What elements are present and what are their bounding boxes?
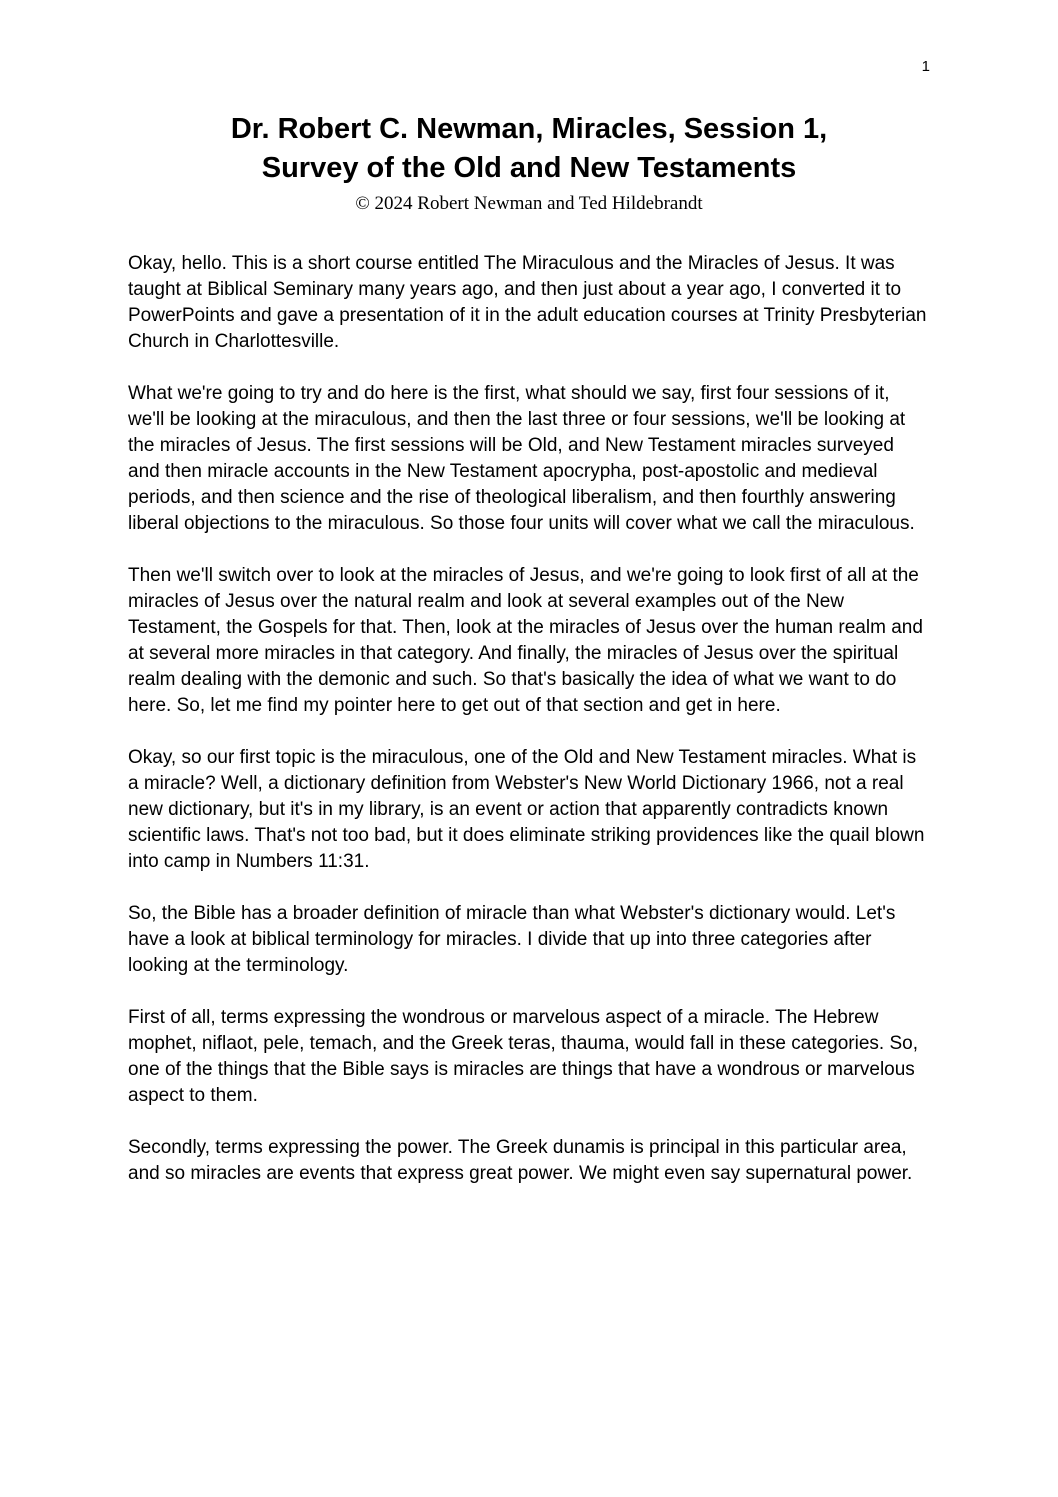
document-body bbox=[128, 251, 930, 1187]
paragraph-course-plan: What we're going to try and do here is the first, what should we say, first four sessions of it, we'll be looking at the miraculous, and then the last three or four sessions, we'll be looking at the miracles of Jesus. The first sessions will be Old, and New Testament miracles surveyed and then miracle accounts in the New Testament apocrypha, post-apostolic and medieval periods, and then science and the rise of theological liberalism, and then fourthly answering liberal objections to the miraculous. So those four units will cover what we call the miraculous. bbox=[128, 382, 915, 534]
paragraph-bible-definition: So, the Bible has a broader definition of miracle than what Webster's dictionary would. Let's have a look at biblical terminology for miracles. I divide that up into three categories after looking at the terminology. bbox=[128, 902, 896, 976]
paragraph-miracles-of-jesus: Then we'll switch over to look at the miracles of Jesus, and we're going to look first of all at the miracles of Jesus over the natural realm and look at several examples out of the New Testament, the Gospels for that. Then, look at the miracles of Jesus over the human realm and at several more miracles in that category. And finally, the miracles of Jesus over the spiritual realm dealing with the demonic and such. So that's basically the idea of what we want to do here. So, let me find my pointer here to get out of that section and get in here. bbox=[128, 564, 923, 716]
document-title bbox=[128, 110, 930, 188]
paragraph-intro: Okay, hello. This is a short course entitled The Miraculous and the Miracles of Jesus. It was taught at Biblical Seminary many years ago, and then just about a year ago, I converted it to PowerPoints and gave a presentation of it in the adult education courses at Trinity Presbyterian Church in Charlottesville. bbox=[128, 252, 927, 352]
copyright-line: © 2024 Robert Newman and Ted Hildebrandt bbox=[355, 193, 703, 215]
paragraph-wondrous-terms: First of all, terms expressing the wondrous or marvelous aspect of a miracle. The Hebrew mophet, niflaot, pele, temach, and the Greek teras, thauma, would fall in these categories. So, one of the things that the Bible says is miracles are things that have a wondrous or marvelous aspect to them. bbox=[128, 1006, 919, 1106]
paragraph-power-terms: Secondly, terms expressing the power. The Greek dunamis is principal in this particular area, and so miracles are events that express great power. We might even say supernatural power. bbox=[128, 1136, 913, 1184]
document-title-line-2: Survey of the Old and New Testaments bbox=[261, 152, 797, 185]
document-title-line-1: Dr. Robert C. Newman, Miracles, Session 1, bbox=[230, 113, 828, 145]
paragraph-miracle-definition: Okay, so our first topic is the miraculous, one of the Old and New Testament miracles. What is a miracle? Well, a dictionary definition from Webster's New World Dictionary 1966, not a real new dictionary, but it's in my library, is an event or action that apparently contradicts known scientific laws. That's not too bad, but it does eliminate striking providences like the quail blown into camp in Numbers 11:31. bbox=[128, 746, 925, 872]
page-number: 1 bbox=[921, 58, 930, 75]
